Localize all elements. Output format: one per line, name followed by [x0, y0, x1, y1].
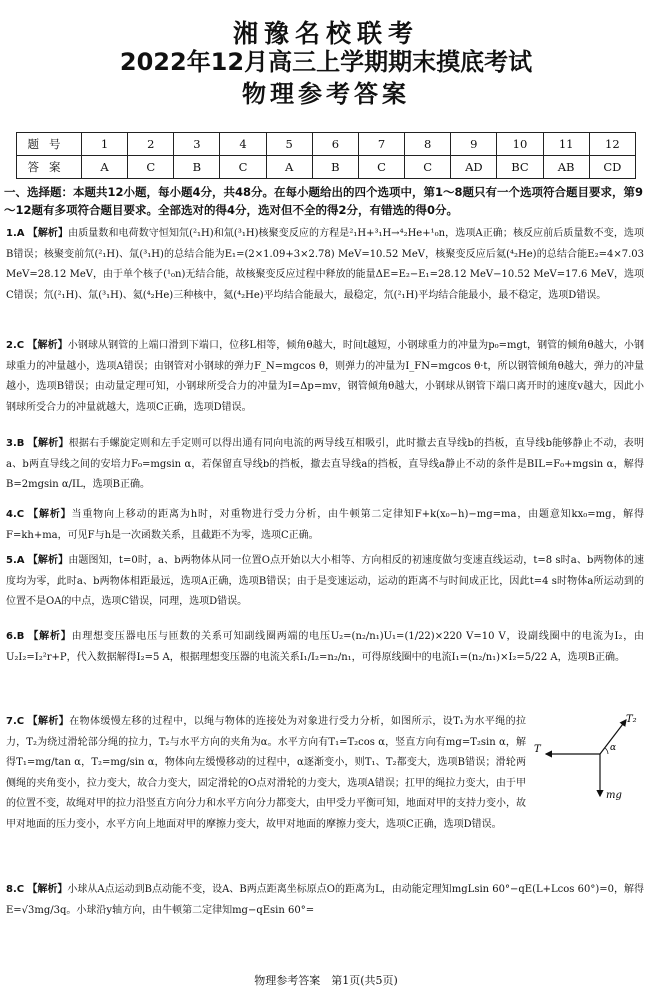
- answer-table-number-row: [17, 133, 636, 156]
- answer-cell: B: [174, 156, 220, 179]
- question-text: 由题图知，t=0时，a、b两物体从同一位置O点开始以大小相等、方向相反的初速度做匀变速直线运动，t=8 s时a、b两物体的速度均为零，此时a、b两物体相距最远，选项A正确，选项B错误；由于是变速运动，运动的距离不与时间成正比，因此t=4 s时物体a所运动到的位置不是OA的中点，选项C错误，同理，选项D错误。: [6, 555, 644, 607]
- analysis-tag: 【解析】: [27, 716, 70, 727]
- question-number-cell: 6: [312, 133, 358, 156]
- question-number-cell: 4: [220, 133, 266, 156]
- answer-cell: CD: [589, 156, 635, 179]
- angle-arc: [605, 748, 608, 754]
- question-2: [6, 336, 644, 418]
- answer-cell: BC: [497, 156, 543, 179]
- analysis-tag: 【解析】: [27, 884, 68, 895]
- question-7: [6, 712, 526, 835]
- question-number: 8.C: [6, 884, 25, 895]
- page-footer: 物理参考答案 第1页(共5页): [254, 974, 398, 987]
- question-number: 7.C: [6, 716, 25, 727]
- question-number-cell: 5: [266, 133, 312, 156]
- question-4: [6, 505, 644, 546]
- analysis-tag: 【解析】: [28, 631, 72, 642]
- header-line3: 物理参考答案: [242, 80, 410, 108]
- answer-cell: C: [405, 156, 451, 179]
- question-number-cell: 7: [358, 133, 404, 156]
- answer-table: [16, 132, 636, 179]
- question-number-cell: 10: [497, 133, 543, 156]
- question-number: 6.B: [6, 631, 25, 642]
- question-number-cell: 1: [82, 133, 128, 156]
- question-number: 3.B: [6, 438, 25, 449]
- answer-cell: C: [220, 156, 266, 179]
- question-text: 小钢球从钢管的上端口滑到下端口，位移L相等，倾角θ越大，时间t越短，小钢球重力的冲量为p₀=mgt，钢管的倾角θ越大，小钢球重力的冲量越小，选项A错误；由钢管对小钢球的弹力F_N=mgcos θ，则弹力的冲量为I_FN=mgcos θ·t，所以钢管倾角θ越大，弹力的冲量越小，选项B错误；由动量定理可知，小钢球所受合力的冲量为I=Δp=mv，钢管倾角θ越大，小钢球从钢管下端口离开时的速度v越大，因此小钢球所受合力的冲量就越大，选项C正确，选项D错误。: [6, 340, 644, 413]
- row-label-number: 题号: [17, 133, 82, 156]
- question-text: 由理想变压器电压与匝数的关系可知副线圈两端的电压U₂=(n₂/n₁)U₁=(1/22)×220 V=10 V，设副线圈中的电流为I₂，由U₂I₂=I₂²r+P，代入数据解得I₂=5 A，根据理想变压器的电流关系I₁/I₂=n₂/n₁，可得原线圈中的电流I₁=(n₂/n₁)×I₂=5/22 A，选项B正确。: [6, 631, 645, 663]
- question-8: [6, 880, 644, 921]
- question-text: 根据右手螺旋定则和左手定则可以得出通有同向电流的两导线互相吸引，此时撤去直导线b的挡板，直导线b能够静止不动，表明a、b两直导线之间的安培力F₀=mgsin α，若保留直导线b的挡板，撤去直导线a的挡板，直导线a静止不动的条件是BIL=F₀+mgsin α，解得B=2mgsin α/IL，选项B正确。: [6, 438, 644, 490]
- question-number-cell: 8: [405, 133, 451, 156]
- question-3: [6, 434, 644, 496]
- question-number: 4.C: [6, 509, 25, 520]
- question-text: 在物体缓慢左移的过程中，以绳与物体的连接处为对象进行受力分析，如图所示，设T₁为水平绳的拉力，T₂为绕过滑轮部分绳的拉力，T₂与水平方向的夹角为α。水平方向有T₁=T₂cos α，竖直方向有mg=T₂sin α，解得T₁=mg/tan α，T₂=mg/sin α，物体向左缓慢移动的过程中，α逐渐变小，则T₁、T₂都变大，选项B错误；滑轮两侧绳的夹角变小，拉力变大，故合力变大，固定滑轮的O点对滑轮的力变大，选项A错误；扛甲的绳拉力变大，由于甲的位置不变，故绳对甲的拉力沿竖直方向分力和水平方向分力都变大，由甲受力平衡可知，地面对甲的支持力变小，故甲对地面的压力变小，水平方向上地面对甲的摩擦力变大，故甲对地面的摩擦力变大，选项C正确，选项D错误。: [6, 716, 527, 830]
- analysis-tag: 【解析】: [27, 340, 68, 351]
- question-number-cell: 3: [174, 133, 220, 156]
- question-text: 由质量数和电荷数守恒知氘(²₁H)和氚(³₁H)核聚变反应的方程是²₁H+³₁H→⁴₂He+¹₀n，选项A正确；核反应前后质量数不变，选项B错误；核聚变前氘(²₁H)、氚(³₁H)的总结合能为E₁=(2×1.09+3×2.78) MeV=10.52 MeV，核聚变反应后氦(⁴₂He)的总结合能E₂=4×7.03 MeV=28.12 MeV，由于单个核子(¹₀n)无结合能，故核聚变反应过程中释放的能量ΔE=E₂−E₁=28.12 MeV−10.52 MeV=17.6 MeV，选项C错误；氘(²₁H)、氚(³₁H)、氦(⁴₂He)三种核中，氦(⁴₂He)平均结合能最大，最稳定，氘(²₁H)平均结合能最小，最不稳定，选项D错误。: [6, 228, 644, 301]
- header-line1: 湘豫名校联考: [232, 19, 419, 48]
- question-text: 当重物向上移动的距离为h时，对重物进行受力分析，由牛顿第二定律知F+k(x₀−h)−mg=ma，由题意知kx₀=mg，解得F=kh+ma，可见F与h是一次函数关系，且截距不为零，选项C正确。: [6, 509, 645, 541]
- question-1: [6, 224, 644, 306]
- analysis-tag: 【解析】: [27, 555, 69, 566]
- question-number-cell: 2: [128, 133, 174, 156]
- question-number-cell: 11: [543, 133, 589, 156]
- analysis-tag: 【解析】: [27, 438, 69, 449]
- question-number-cell: 9: [451, 133, 497, 156]
- question-6: [6, 627, 644, 668]
- answer-cell: B: [312, 156, 358, 179]
- question-number: 1.A: [6, 228, 25, 239]
- answer-table-answer-row: [17, 156, 636, 179]
- force-diagram: [530, 712, 640, 804]
- row-label-answer: 答案: [17, 156, 82, 179]
- header-line2: 2022年12月高三上学期期末摸底考试: [119, 48, 533, 76]
- analysis-tag: 【解析】: [27, 228, 69, 239]
- answer-cell: C: [128, 156, 174, 179]
- question-number-cell: 12: [589, 133, 635, 156]
- label-mg: mg: [606, 790, 622, 801]
- question-text: 小球从A点运动到B点动能不变，设A、B两点距离坐标原点O的距离为L，由动能定理知mgLsin 60°−qE(L+Lcos 60°)=0，解得E=√3mg/3q。小球沿y轴方向，由牛顿第二定律知mg−qEsin 60°=: [6, 884, 644, 916]
- question-5: [6, 551, 644, 613]
- label-alpha: α: [610, 743, 617, 753]
- analysis-tag: 【解析】: [28, 509, 72, 520]
- label-t2: T₂: [626, 714, 637, 725]
- answer-cell: A: [266, 156, 312, 179]
- answer-cell: C: [358, 156, 404, 179]
- label-t1: T: [534, 744, 541, 755]
- answer-cell: A: [82, 156, 128, 179]
- question-number: 5.A: [6, 555, 25, 566]
- answer-cell: AD: [451, 156, 497, 179]
- answer-cell: AB: [543, 156, 589, 179]
- question-number: 2.C: [6, 340, 25, 351]
- section-heading: 一、选择题：本题共12小题，每小题4分，共48分。在每小题给出的四个选项中，第1～8题只有一个选项符合题目要求，第9～12题有多项符合题目要求。全部选对的得4分，选对但不全的得2分，有错选的得0分。: [4, 185, 644, 217]
